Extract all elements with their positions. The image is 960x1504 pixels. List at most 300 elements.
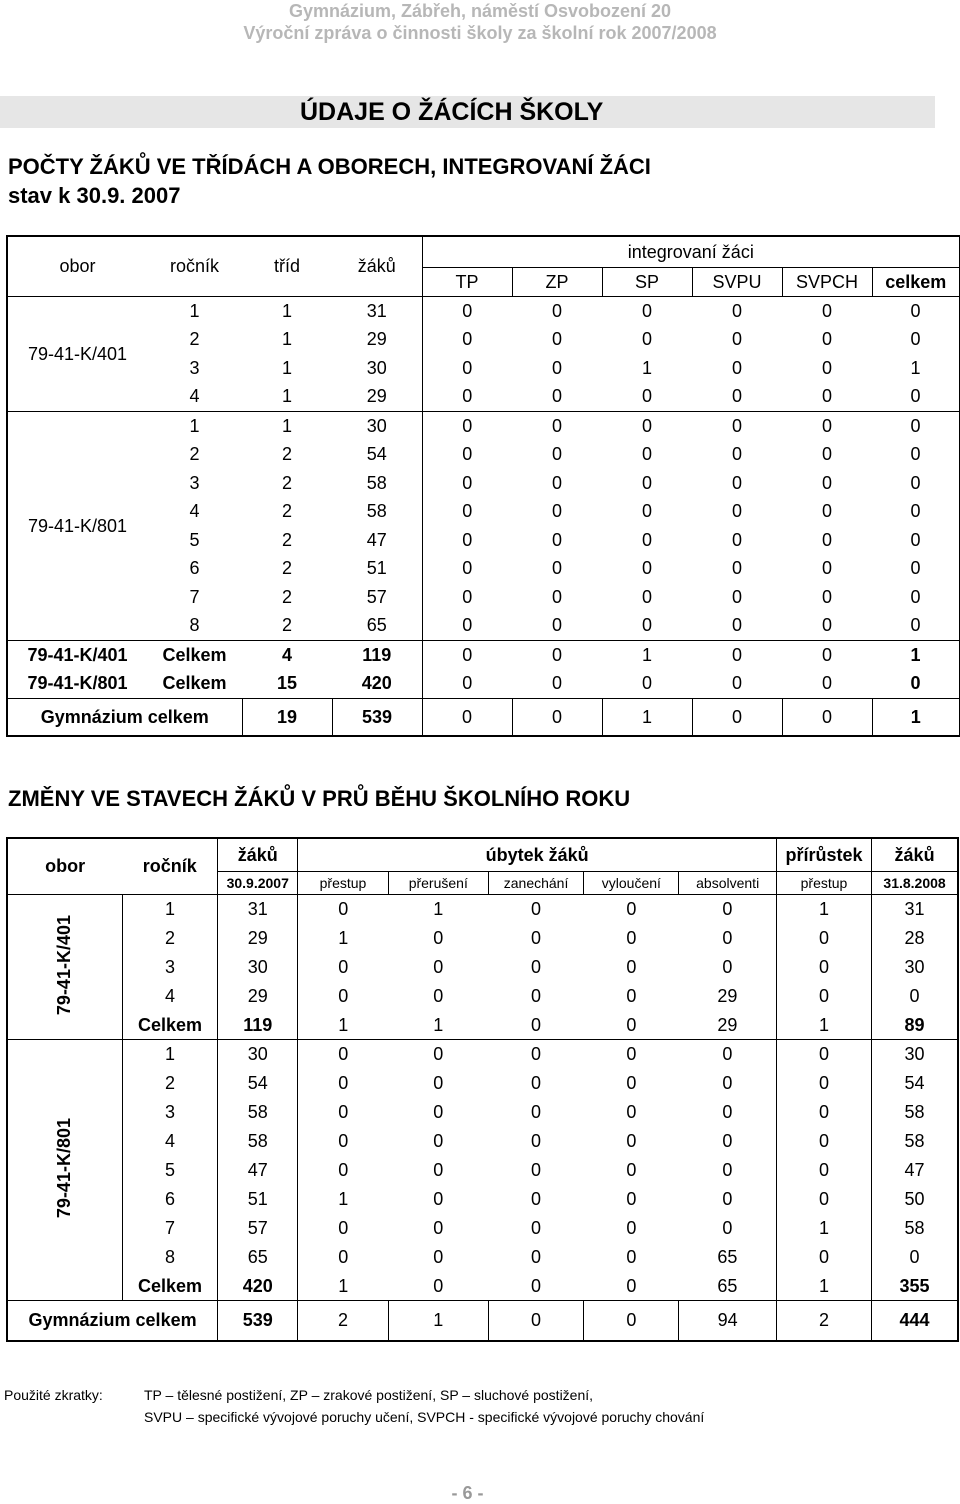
grand-total-label: Gymnázium celkem xyxy=(7,1301,218,1342)
table-cell: 0 xyxy=(776,1127,871,1156)
section-band xyxy=(0,96,935,128)
table-cell: 0 xyxy=(551,558,562,579)
table-cell: 0 xyxy=(462,615,473,636)
table-cell: 0 xyxy=(462,357,473,378)
table-cell: 0 xyxy=(551,615,562,636)
table-cell: 0 xyxy=(433,956,444,977)
report-header-title: Výroční zpráva o činnosti školy za školní rok 2007/2008 xyxy=(243,23,717,43)
table-row xyxy=(7,895,958,924)
table-cell: 51 xyxy=(218,1185,298,1214)
table-cell: 0 xyxy=(551,644,562,665)
obor-vertical-801 xyxy=(7,1040,122,1301)
table-cell: 0 xyxy=(551,529,562,550)
table-cell: 1 xyxy=(122,1040,217,1069)
total-row xyxy=(7,670,960,699)
table-cell: 29 xyxy=(679,982,776,1011)
table-cell: 119 xyxy=(332,641,422,670)
table-cell: 0 xyxy=(433,1217,444,1238)
table-cell: 0 xyxy=(776,1040,871,1069)
table-cell: 0 xyxy=(531,1073,542,1094)
table-cell: 8 xyxy=(189,615,200,636)
student-changes-table xyxy=(6,837,959,1342)
table-cell: 1 xyxy=(338,1275,349,1296)
table-cell: 0 xyxy=(626,1044,637,1065)
table-cell: 0 xyxy=(531,1159,542,1180)
table-cell: 0 xyxy=(626,927,637,948)
col-sp: SP xyxy=(602,268,692,297)
table-row xyxy=(7,1098,958,1127)
table-cell: 0 xyxy=(910,329,921,350)
table-cell: 0 xyxy=(679,953,776,982)
table-cell: 0 xyxy=(462,386,473,407)
table-cell: 30 xyxy=(218,1040,298,1069)
table-cell: 0 xyxy=(821,501,832,522)
table-cell: 0 xyxy=(821,558,832,579)
table-cell: 2 xyxy=(122,924,217,953)
table-row xyxy=(7,526,960,555)
col2-absolventi: absolventi xyxy=(679,872,776,895)
table-cell: 6 xyxy=(122,1185,217,1214)
table-row xyxy=(7,1127,958,1156)
table-cell: 0 xyxy=(338,1246,349,1267)
table-row xyxy=(7,469,960,498)
table-cell: 3 xyxy=(122,1098,217,1127)
table-row xyxy=(7,412,960,441)
table-cell: 0 xyxy=(433,1159,444,1180)
table-cell: 0 xyxy=(776,1069,871,1098)
table-cell: 0 xyxy=(821,472,832,493)
table-cell: 0 xyxy=(488,1301,583,1342)
table-cell: 29 xyxy=(332,326,422,355)
section2-title: ZMĚNY VE STAVECH ŽÁKŮ V PRŮ BĚHU ŠKOLNÍHO ROKU xyxy=(8,786,631,811)
col2-date-end: 31.8.2008 xyxy=(872,872,958,895)
table-cell: 0 xyxy=(641,586,652,607)
table-row xyxy=(7,354,960,383)
table-cell: 65 xyxy=(332,612,422,641)
col2-prirustek: přírůstek xyxy=(776,838,871,872)
table-cell: 0 xyxy=(338,1044,349,1065)
table-cell: 29 xyxy=(332,383,422,412)
table-cell: 0 xyxy=(462,415,473,436)
table-cell: 0 xyxy=(910,615,921,636)
table-cell: 539 xyxy=(332,699,422,737)
table-cell: 0 xyxy=(433,1131,444,1152)
table-cell: 58 xyxy=(904,1131,925,1152)
table-cell: 0 xyxy=(776,982,871,1011)
table-cell: 0 xyxy=(338,985,349,1006)
table-cell: 0 xyxy=(531,1131,542,1152)
table-cell: 54 xyxy=(218,1069,298,1098)
table-cell: 0 xyxy=(551,673,562,694)
table-cell: 0 xyxy=(422,699,512,737)
table-cell: 0 xyxy=(433,1246,444,1267)
table-row xyxy=(7,953,958,982)
col-svpch: SVPCH xyxy=(782,268,872,297)
table-cell: 0 xyxy=(679,1040,776,1069)
table-cell: 0 xyxy=(433,1102,444,1123)
table-cell: 0 xyxy=(531,898,542,919)
total-obor: 79-41-K/401 xyxy=(27,644,128,665)
table-cell: 0 xyxy=(626,985,637,1006)
table-cell: 30 xyxy=(332,354,422,383)
table-cell: 0 xyxy=(910,415,921,436)
table-cell: 94 xyxy=(679,1301,776,1342)
table-cell: 0 xyxy=(821,529,832,550)
col-integrovani: integrovaní žáci xyxy=(627,241,754,262)
table-cell: 0 xyxy=(462,644,473,665)
table-cell: 2 xyxy=(281,501,292,522)
col2-ubytek: úbytek žáků xyxy=(298,838,776,872)
table-cell: 0 xyxy=(731,357,742,378)
col2-zaku-start: žáků xyxy=(218,838,298,872)
table-cell: 1 xyxy=(641,644,652,665)
table-cell: 0 xyxy=(910,673,921,694)
table-cell: 420 xyxy=(332,670,422,699)
table-cell: 0 xyxy=(531,1188,542,1209)
table-cell: 0 xyxy=(731,329,742,350)
table-cell: 1 xyxy=(776,1214,871,1243)
table-cell: 0 xyxy=(910,558,921,579)
table-cell: 2 xyxy=(281,586,292,607)
total-row xyxy=(7,641,960,670)
table-cell: 0 xyxy=(679,1185,776,1214)
table-row xyxy=(7,441,960,470)
table-cell: 0 xyxy=(910,472,921,493)
col-zaku: žáků xyxy=(332,236,422,297)
table-cell: 0 xyxy=(626,1102,637,1123)
table-cell: 0 xyxy=(433,985,444,1006)
table-cell: 1 xyxy=(776,1011,871,1040)
table-cell: 0 xyxy=(626,1217,637,1238)
table-cell: 8 xyxy=(122,1243,217,1272)
col-svpu: SVPU xyxy=(692,268,782,297)
table-cell: 0 xyxy=(776,1156,871,1185)
table-cell: 1 xyxy=(189,415,200,436)
table-cell: 5 xyxy=(189,529,200,550)
table-cell: 0 xyxy=(531,1044,542,1065)
table-cell: 29 xyxy=(218,982,298,1011)
col2-rocnik: ročník xyxy=(122,838,217,895)
table-cell: 0 xyxy=(641,529,652,550)
table-cell: 3 xyxy=(189,357,200,378)
table-cell: 0 xyxy=(433,1188,444,1209)
col2-preruseni: přerušení xyxy=(388,872,488,895)
table-row xyxy=(7,1272,958,1301)
table-cell: 58 xyxy=(332,469,422,498)
table-cell: 65 xyxy=(218,1243,298,1272)
table-cell: 1 xyxy=(338,927,349,948)
table-cell: 2 xyxy=(281,615,292,636)
table-cell: 0 xyxy=(776,1098,871,1127)
table-cell: 2 xyxy=(281,558,292,579)
table-row xyxy=(7,383,960,412)
table-cell: 0 xyxy=(641,300,652,321)
table-cell: 0 xyxy=(776,1243,871,1272)
table-cell: 0 xyxy=(641,386,652,407)
table-cell: 355 xyxy=(899,1275,930,1296)
table-row xyxy=(7,297,960,326)
col2-date-start: 30.9.2007 xyxy=(218,872,298,895)
table-cell: 0 xyxy=(731,673,742,694)
table-cell: 0 xyxy=(531,956,542,977)
obor-label-801: 79-41-K/801 xyxy=(27,515,128,536)
table-cell: 0 xyxy=(821,415,832,436)
table-cell: 0 xyxy=(531,985,542,1006)
table-cell: 0 xyxy=(776,953,871,982)
table-row xyxy=(7,1040,958,1069)
table-cell: 0 xyxy=(531,1102,542,1123)
table-cell: 58 xyxy=(904,1102,925,1123)
table-cell: 0 xyxy=(910,444,921,465)
table-cell: 30 xyxy=(332,412,422,441)
table-cell: 0 xyxy=(731,529,742,550)
obor-label-401: 79-41-K/401 xyxy=(27,343,128,364)
table-cell: 0 xyxy=(462,329,473,350)
col-obor: obor xyxy=(59,256,96,276)
obor-vertical-401 xyxy=(7,895,122,1040)
table-row xyxy=(7,1156,958,1185)
table-cell: 1 xyxy=(602,699,692,737)
legend-line-2: SVPU – specifické vývojové poruchy učení, SVPCH - specifické vývojové poruchy chování xyxy=(144,1409,705,1425)
table-cell: 0 xyxy=(462,529,473,550)
table-cell: 0 xyxy=(584,1301,679,1342)
table-cell: 0 xyxy=(433,927,444,948)
table-cell: 0 xyxy=(776,1185,871,1214)
table-cell: 31 xyxy=(218,895,298,924)
table-cell: 0 xyxy=(551,472,562,493)
table-cell: 0 xyxy=(641,472,652,493)
table-cell: 0 xyxy=(551,415,562,436)
table-row xyxy=(7,1069,958,1098)
table-cell: 0 xyxy=(462,673,473,694)
table-row xyxy=(7,1011,958,1040)
table-cell: 444 xyxy=(899,1310,930,1331)
table-cell: 0 xyxy=(731,586,742,607)
table-cell: 0 xyxy=(626,1246,637,1267)
table-cell: 0 xyxy=(679,924,776,953)
table-cell: 0 xyxy=(462,444,473,465)
table-cell: 0 xyxy=(821,444,832,465)
table-row xyxy=(7,555,960,584)
table-cell: 0 xyxy=(731,472,742,493)
legend-label: Použité zkratky: xyxy=(4,1387,103,1403)
table-cell: 539 xyxy=(218,1301,298,1342)
table-cell: 0 xyxy=(531,1246,542,1267)
table-cell: 0 xyxy=(626,1073,637,1094)
obor-vertical-401-text: 79-41-K/401 xyxy=(54,914,75,1015)
table-cell: 0 xyxy=(821,300,832,321)
table-cell: 0 xyxy=(462,472,473,493)
table-cell: 2 xyxy=(281,472,292,493)
table-cell: 0 xyxy=(338,1073,349,1094)
table-cell: 89 xyxy=(904,1014,925,1035)
total-obor: 79-41-K/801 xyxy=(27,673,128,694)
table-cell: 420 xyxy=(218,1272,298,1301)
table-cell: 0 xyxy=(731,501,742,522)
col2-prestup: přestup xyxy=(298,872,388,895)
table-cell: 1 xyxy=(910,706,921,727)
table-row xyxy=(7,498,960,527)
table-cell: 4 xyxy=(122,982,217,1011)
grand-total-row xyxy=(7,699,960,737)
table-row xyxy=(7,583,960,612)
table-cell: 0 xyxy=(641,558,652,579)
table-row xyxy=(7,1243,958,1272)
table-cell: 7 xyxy=(122,1214,217,1243)
table-cell: 3 xyxy=(122,953,217,982)
table-cell: 0 xyxy=(821,386,832,407)
table-cell: 65 xyxy=(679,1272,776,1301)
table-cell: 0 xyxy=(626,1275,637,1296)
table-cell: 7 xyxy=(189,586,200,607)
table-cell: 119 xyxy=(218,1011,298,1040)
table-cell: 47 xyxy=(218,1156,298,1185)
table-cell: 4 xyxy=(189,386,200,407)
table-cell: 0 xyxy=(731,415,742,436)
table-cell: 0 xyxy=(731,615,742,636)
col-trid: tříd xyxy=(273,256,300,276)
band-title: ÚDAJE O ŽÁCÍCH ŠKOLY xyxy=(300,98,604,126)
table-cell: 0 xyxy=(731,558,742,579)
table-cell: 28 xyxy=(904,927,925,948)
table-cell: 0 xyxy=(338,1159,349,1180)
table-cell: 4 xyxy=(281,644,292,665)
table-cell: 2 xyxy=(281,529,292,550)
col-zp: ZP xyxy=(512,268,602,297)
table-cell: 0 xyxy=(338,1131,349,1152)
grand-total-row xyxy=(7,1301,958,1342)
table-cell: 0 xyxy=(679,895,776,924)
table-cell: 54 xyxy=(904,1073,925,1094)
table-cell: 30 xyxy=(904,1044,925,1065)
table-cell: 58 xyxy=(218,1127,298,1156)
table-cell: 0 xyxy=(910,501,921,522)
students-per-class-table xyxy=(6,235,960,737)
table-cell: 0 xyxy=(679,1156,776,1185)
table-cell: 0 xyxy=(462,558,473,579)
col-rocnik: ročník xyxy=(169,256,220,276)
table-cell: 54 xyxy=(332,441,422,470)
table-cell: 2 xyxy=(189,444,200,465)
table-cell: 0 xyxy=(551,357,562,378)
table-cell: 0 xyxy=(909,1246,920,1267)
table-cell: 0 xyxy=(626,956,637,977)
table-cell: 0 xyxy=(641,501,652,522)
table-cell: 0 xyxy=(338,1102,349,1123)
table-cell: 0 xyxy=(821,644,832,665)
table-cell: 0 xyxy=(462,300,473,321)
table-row xyxy=(7,924,958,953)
table-row xyxy=(7,1214,958,1243)
table-cell: 0 xyxy=(462,586,473,607)
table-cell: 1 xyxy=(281,415,292,436)
table-cell: 1 xyxy=(776,1272,871,1301)
report-header-school: Gymnázium, Zábřeh, náměstí Osvobození 20 xyxy=(288,1,672,21)
table-cell: 0 xyxy=(433,1044,444,1065)
obor-vertical-801-text: 79-41-K/801 xyxy=(54,1117,75,1218)
section1-subtitle: stav k 30.9. 2007 xyxy=(8,183,181,208)
col-celkem: celkem xyxy=(872,268,960,297)
table-cell: 0 xyxy=(531,1275,542,1296)
table-cell: 50 xyxy=(904,1188,925,1209)
table-cell: 0 xyxy=(551,444,562,465)
legend-line-1: TP – tělesné postižení, ZP – zrakové postižení, SP – sluchové postižení, xyxy=(144,1387,594,1403)
total-label: Celkem xyxy=(162,673,227,694)
table-cell: 51 xyxy=(332,555,422,584)
table-cell: 15 xyxy=(276,673,298,694)
table-cell: 1 xyxy=(433,1014,444,1035)
table-cell: 1 xyxy=(338,1188,349,1209)
table-cell: 3 xyxy=(189,472,200,493)
table-row xyxy=(7,326,960,355)
table-cell: 58 xyxy=(218,1098,298,1127)
table-cell: 0 xyxy=(641,415,652,436)
col2-vylouceni: vyloučení xyxy=(584,872,679,895)
table-cell: 0 xyxy=(910,300,921,321)
table-cell: 0 xyxy=(679,1214,776,1243)
table-cell: 57 xyxy=(332,583,422,612)
total-label: Celkem xyxy=(162,644,227,665)
col2-zaku-end: žáků xyxy=(894,844,935,865)
table-cell: 1 xyxy=(122,895,217,924)
table-cell: 0 xyxy=(551,586,562,607)
table-cell: 0 xyxy=(641,673,652,694)
table-cell: 0 xyxy=(731,300,742,321)
col2-obor: obor xyxy=(45,856,86,876)
table-cell: 30 xyxy=(904,956,925,977)
table-cell: 47 xyxy=(332,526,422,555)
table-cell: 0 xyxy=(776,924,871,953)
table-cell: 0 xyxy=(531,1217,542,1238)
table-cell: 1 xyxy=(281,329,292,350)
table-cell: 0 xyxy=(731,644,742,665)
table-cell: 0 xyxy=(692,699,782,737)
table-cell: 0 xyxy=(462,501,473,522)
table-cell: 0 xyxy=(910,586,921,607)
table-cell: 2 xyxy=(298,1301,388,1342)
table-cell: 1 xyxy=(433,898,444,919)
table-row xyxy=(7,1185,958,1214)
table-cell: 47 xyxy=(904,1159,925,1180)
table-cell: 0 xyxy=(821,586,832,607)
table-cell: 0 xyxy=(531,1014,542,1035)
page-number: - 6 - xyxy=(451,1483,484,1503)
table-cell: 65 xyxy=(679,1243,776,1272)
table-cell: 0 xyxy=(910,386,921,407)
table-cell: 31 xyxy=(904,898,925,919)
table-cell: 1 xyxy=(910,644,921,665)
table-cell: 0 xyxy=(910,529,921,550)
table-cell: 0 xyxy=(551,386,562,407)
table-cell: 0 xyxy=(641,329,652,350)
table-cell: 1 xyxy=(388,1301,488,1342)
table-cell: 0 xyxy=(626,1014,637,1035)
table-cell: 0 xyxy=(821,357,832,378)
table-cell: 1 xyxy=(776,895,871,924)
table-cell: 0 xyxy=(551,501,562,522)
table-cell: 0 xyxy=(731,386,742,407)
table-cell: 0 xyxy=(626,1188,637,1209)
table-row xyxy=(7,612,960,641)
table-cell: 0 xyxy=(782,699,872,737)
table-cell: 0 xyxy=(679,1098,776,1127)
table-cell: 1 xyxy=(189,300,200,321)
table-cell: 0 xyxy=(641,444,652,465)
table-row xyxy=(7,982,958,1011)
table-cell: 0 xyxy=(626,1159,637,1180)
table-cell: 0 xyxy=(626,1131,637,1152)
table-cell: 0 xyxy=(679,1127,776,1156)
